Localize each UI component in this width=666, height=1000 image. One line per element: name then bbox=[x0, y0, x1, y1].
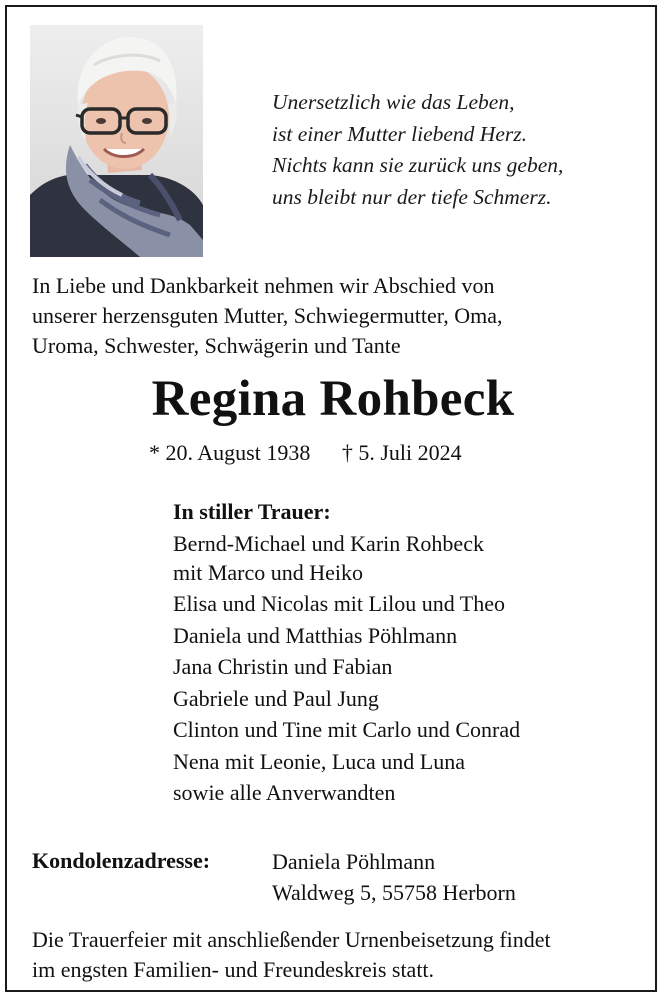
portrait-illustration bbox=[30, 25, 203, 257]
intro-text bbox=[32, 271, 502, 361]
intro-line: unserer herzensguten Mutter, Schwiegermutter, Oma, bbox=[32, 303, 503, 328]
life-dates bbox=[149, 438, 462, 468]
condolence-street: Waldweg 5, 55758 Herborn bbox=[272, 880, 516, 905]
mourner-line: Gabriele und Paul Jung bbox=[173, 685, 379, 711]
birth-date: * 20. August 1938 bbox=[149, 440, 311, 465]
mourners-list bbox=[173, 496, 520, 809]
poem bbox=[272, 87, 563, 213]
condolence-label: Kondolenzadresse: bbox=[32, 848, 211, 873]
funeral-note-line: Die Trauerfeier mit anschließender Urnenbeisetzung findet bbox=[32, 927, 551, 952]
condolence-name: Daniela Pöhlmann bbox=[272, 849, 436, 874]
intro-line: In Liebe und Dankbarkeit nehmen wir Abschied von bbox=[32, 273, 495, 298]
death-date: † 5. Juli 2024 bbox=[341, 440, 462, 465]
poem-line: Unersetzlich wie das Leben, bbox=[272, 90, 515, 114]
condolence-address bbox=[272, 846, 516, 908]
mourner-line: Daniela und Matthias Pöhlmann bbox=[173, 622, 458, 648]
portrait-photo bbox=[30, 25, 203, 257]
funeral-note bbox=[32, 925, 551, 985]
mourner-line: sowie alle Anverwandten bbox=[173, 780, 396, 805]
mourner-line: Jana Christin und Fabian bbox=[173, 654, 393, 679]
mourner-line: mit Marco und Heiko bbox=[173, 559, 364, 585]
mourner-line: Nena mit Leonie, Luca und Luna bbox=[173, 748, 466, 774]
poem-line: Nichts kann sie zurück uns geben, bbox=[272, 153, 564, 177]
mourner-line: Clinton und Tine mit Carlo und Conrad bbox=[173, 717, 521, 742]
poem-line: ist einer Mutter liebend Herz. bbox=[272, 121, 527, 146]
funeral-note-line: im engsten Familien- und Freundeskreis statt. bbox=[32, 957, 435, 982]
mourner-line: Bernd-Michael und Karin Rohbeck bbox=[173, 530, 484, 556]
mourner-line: Elisa und Nicolas mit Lilou und Theo bbox=[173, 591, 505, 616]
poem-line: uns bleibt nur der tiefe Schmerz. bbox=[272, 184, 552, 209]
mourners-heading: In stiller Trauer: bbox=[173, 499, 331, 524]
deceased-name: Regina Rohbeck bbox=[151, 371, 515, 427]
intro-line: Uroma, Schwester, Schwägerin und Tante bbox=[32, 333, 401, 358]
